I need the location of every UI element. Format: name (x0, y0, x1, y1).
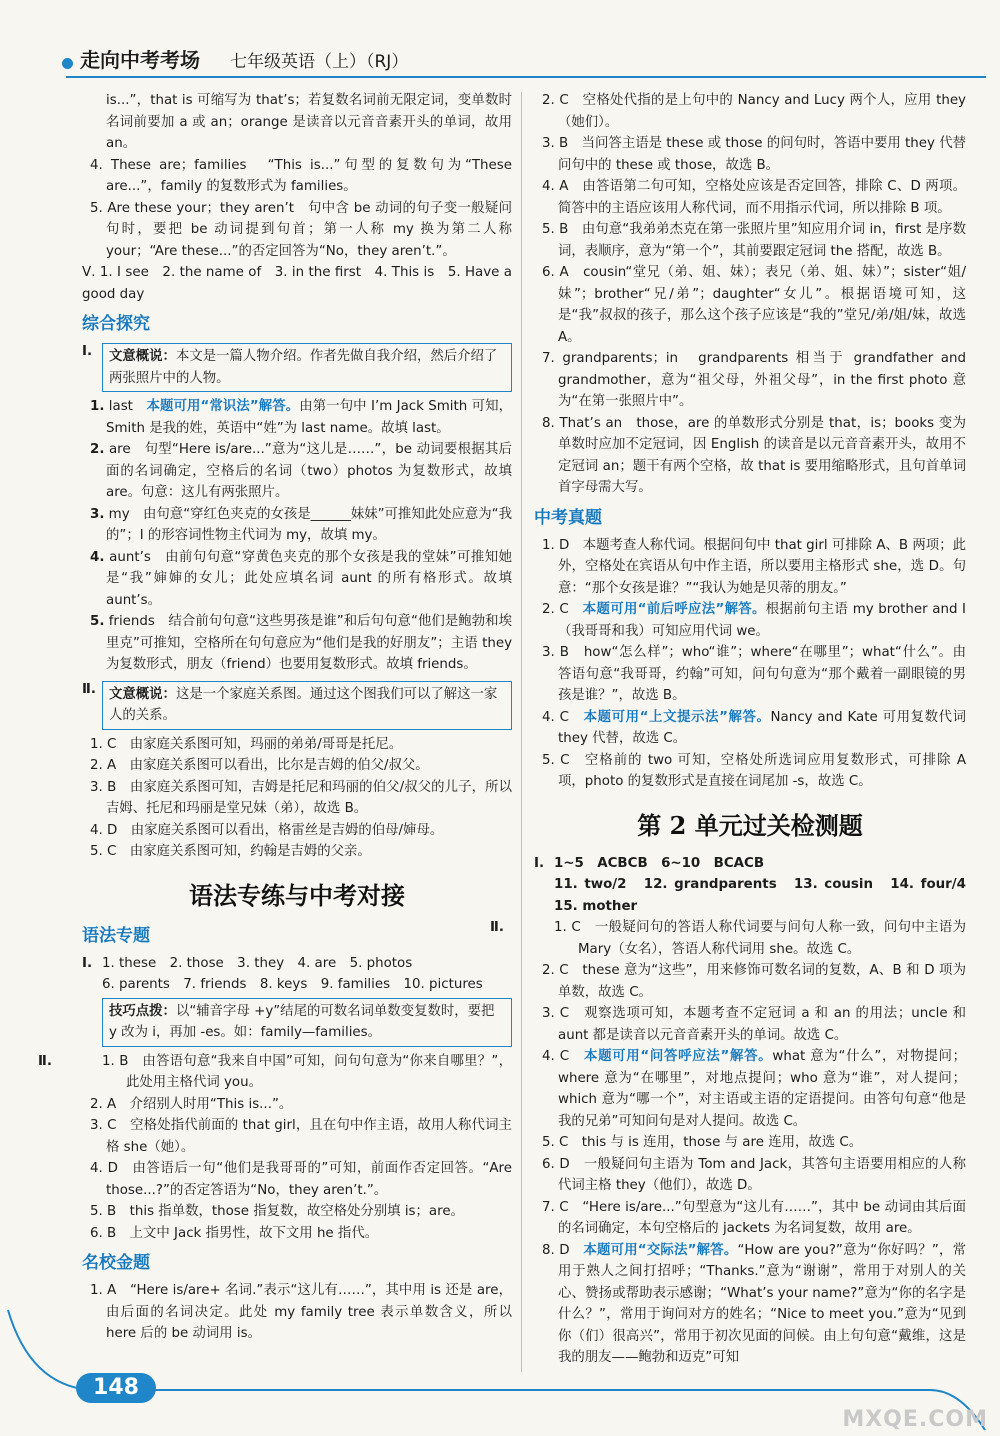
answer-line: 11. two/2 12. grandparents 13. cousin 14. four/4 15. mother (554, 877, 980, 914)
page-number: 148 (76, 1373, 156, 1403)
summary-label: 文意概说： (109, 686, 176, 702)
item-number: 3. (90, 506, 105, 522)
item-explanation: 一般疑问句的答语人称代词要与问句人称一致，问句中主语为 Mary（女名），答语人称代词用 she。故选 C。 (578, 920, 967, 957)
answer-text: 1~5 ACBCB 6~10 BCACB (554, 855, 765, 871)
answer-item (534, 642, 966, 707)
item-explanation: Nancy and Kate 可用复数代词 they 代替，故选 C。 (558, 709, 966, 746)
item-number: 4. C (542, 709, 569, 725)
answer-line (82, 953, 512, 975)
tip-box (102, 998, 512, 1047)
answer-item: 2. A 介绍别人时用“This is...”。 (90, 1096, 293, 1112)
answer-item (82, 396, 512, 439)
item-explanation: 空格前的 two 可知，空格处所选词应用复数形式，可排除 A 项，photo 的复数形式是直接在词尾加 -s，故选 C。 (558, 752, 966, 789)
answer-item: 5. B this 指单数，those 指复数，故空格处分别填 is；are。 (90, 1204, 464, 1219)
item-answer: last (108, 399, 133, 414)
answer-item: 8. That’s an those，are 的单数形式分别是 that，is；books 变为单数时应加不定冠词，因 English 的读音是以元音音素开头，故用不定冠词 an；题干有两个空格，故 that is 要用缩略形式，且句首单词首字母需大写。 (542, 415, 966, 495)
method-tip: 本题可用“常识法”解答。 (146, 399, 300, 414)
summary-text: 这是一个家庭关系图。通过这个图我们可以了解这一家人的关系。 (109, 686, 498, 723)
item-number: 3. C (542, 1006, 570, 1021)
item-explanation: 句型“Here is/are...”意为“这儿是……”，be 动词要根据其后面的名词确定，空格后的名词（two）photos 为复数形式，故填 are。句意：这儿有两张照片。 (106, 442, 513, 500)
roman-numeral: Ⅱ. (38, 1053, 52, 1069)
item-explanation: “How are you?”意为“你好吗？”，常用于熟人之间打招呼；“Thanks.”意为“谢谢”，常用于对别人的关心、赞扬或帮助表示感谢；“What’s your name?”意为“你的名字是什么？”，常用于询问对方的姓名；“Nice to meet you.”意为“见到你（们）很高兴”，常用于初次见面的问候。由上句句意“戴维，这是我的朋友——鲍勃和迈克”可知 (558, 1242, 967, 1365)
answer-item (534, 707, 966, 750)
item-answer: are (108, 442, 131, 457)
answer-item: 3. B 由家庭关系图可知，吉姆是托尼和玛丽的伯父/叔父的儿子，所以吉姆、托尼和玛丽是堂兄妹（弟），故选 B。 (90, 779, 512, 816)
answer-item (534, 535, 966, 600)
item-number: 6. D (542, 1156, 570, 1172)
item-number: 1. C (554, 920, 581, 935)
answer-line: 5. Are these your；they aren’t 句中含 be 动词的句子变一般疑问句时，要把 be 动词提到句首；第一人称 my 换为第二人称 your；“Are these...”的否定回答为“No，they aren’t.”。 (90, 200, 512, 259)
book-subject: 七年级英语（上）（RJ） (230, 52, 409, 72)
answer-item: 3. C 空格处指代前面的 that girl，且在句中作主语，故用人称代词主格 she（她）。 (90, 1118, 512, 1155)
method-tip: 本题可用“上文提示法”解答。 (583, 709, 771, 725)
item-answer: my (108, 506, 130, 522)
answer-text: 1. B 由答语句意“我来自中国”可知，问句句意为“你来自哪里？”，此处用主格代词 you。 (102, 1053, 512, 1090)
item-number: 7. C (542, 1199, 569, 1215)
passage-summary-row (82, 341, 512, 396)
left-column (38, 90, 513, 1345)
answer-line: is...”，that is 可缩写为 that’s；若复数名词前无限定词，变单数时名词前要加 a 或 an；orange 是读音以元音音素开头的单词，故用 an。 (106, 93, 512, 151)
item-explanation: these 意为“这些”，用来修饰可数名词的复数，A、B 和 D 项为单数，故选 C。 (558, 963, 966, 1000)
answer-item: 2. A 由家庭关系图可以看出，比尔是吉姆的伯父/叔父。 (90, 758, 429, 773)
watermark: MXQE.COM (842, 1406, 988, 1432)
item-explanation: what 意为“什么”，对物提问；where 意为“在哪里”，对地点提问；who 意为“谁”，对人提问；which 意为“哪一个”，对主语或主语的定语提问。由答句句意“他是我的兄弟”可知问句是对人提问。故选 C。 (558, 1049, 966, 1129)
answer-item (534, 599, 966, 642)
answer-item (534, 1132, 966, 1154)
method-tip: 本题可用“问答呼应法”解答。 (583, 1049, 773, 1064)
item-explanation: how“怎么样”；who“谁”；where“在哪里”；what“什么”。由答语句意“我哥哥，约翰”可知，问句句意为“那个戴着一副眼镜的男孩是谁？”，故选 B。 (558, 645, 966, 703)
item-explanation: 根据前句主语 my brother and I（我哥哥和我）可知应用代词 we。 (558, 602, 966, 639)
answer-item (534, 1154, 966, 1197)
answer-line: 4. These are；families “This is...”句型的复数句为“These are...”，family 的复数形式为 families。 (90, 157, 512, 194)
answer-item (82, 547, 512, 612)
answer-item: 1. A “Here is/are+ 名词.”表示“这儿有……”，其中用 is 还是 are，由后面的名词决定。此处 my family tree 表示单数含义，所以 here 后的 be 动词用 is。 (90, 1283, 512, 1341)
summary-label: 文意概说： (109, 349, 176, 364)
answer-item (534, 1197, 966, 1240)
column-divider (521, 92, 522, 1372)
summary-box (102, 343, 512, 392)
chapter-title: 第 2 单元过关检测题 (637, 810, 863, 840)
answer-item (82, 611, 512, 676)
answer-item: 4. A 由答语第二句可知，空格处应该是否定回答，排除 C、D 两项。简答中的主语应该用人称代词，而不用指示代词，所以排除 B 项。 (542, 179, 966, 216)
answer-line (38, 1051, 512, 1094)
item-number: 5. C (542, 752, 570, 768)
answer-item (534, 960, 966, 1003)
passage-summary-row (82, 679, 512, 734)
section-title: 中考真题 (534, 507, 602, 528)
section-title: 综合探究 (82, 314, 150, 334)
item-number: 8. D (542, 1242, 570, 1258)
item-number: 1. D (542, 537, 570, 553)
chapter-title: 语法专练与中考对接 (189, 880, 405, 910)
item-answer: aunt’s (109, 549, 151, 565)
roman-numeral: Ⅱ. (82, 681, 96, 697)
item-number: 2. (90, 442, 105, 457)
answer-item: 7. grandparents；in grandparents 相当于 grandfather and grandmother，意为“祖父母，外祖父母”，in the first photo 意为“在第一张照片中”。 (542, 351, 966, 409)
item-answer: friends (108, 614, 155, 629)
answer-item: 4. D 由家庭关系图可以看出，格雷丝是吉姆的伯母/婶母。 (90, 822, 444, 838)
answer-item: 2. C 空格处代指的是上句中的 Nancy and Lucy 两个人，应用 they（她们）。 (542, 93, 966, 130)
item-explanation: “Here is/are...”句型意为“这儿有……”，其中 be 动词由其后面的名词确定，本句空格后的 jackets 为名词复数，故用 are。 (558, 1199, 967, 1236)
item-explanation: 观察选项可知，本题考查不定冠词 a 和 an 的用法；uncle 和 aunt 都是读音以元音音素开头的单词。故选 C。 (558, 1006, 967, 1043)
answer-item (534, 1046, 966, 1132)
answer-item: 5. B 由句意“我弟弟杰克在第一张照片里”知应用介词 in，first 是序数词，表顺序，意为“第一个”，其前要跟定冠词 the 搭配，故选 B。 (542, 222, 966, 259)
answer-item (82, 504, 512, 547)
answer-item: 5. C 由家庭关系图可知，约翰是吉姆的父亲。 (90, 844, 371, 859)
tip-text: 以“辅音字母 +y”结尾的可数名词单数变复数时，要把 y 改为 i，再加 -es。如：family—families。 (109, 1003, 495, 1040)
item-number: 5. C (542, 1135, 569, 1150)
summary-box (102, 681, 512, 730)
bullet-dot-icon (62, 58, 73, 69)
item-number: 1. (90, 399, 105, 414)
item-number: 2. C (542, 963, 569, 978)
answer-item: 1. C 由家庭关系图可知，玛丽的弟弟/哥哥是托尼。 (90, 736, 403, 752)
item-explanation: 由第一句中 I’m Jack Smith 可知，Smith 是我的姓，英语中“姓”为 last name。故填 last。 (106, 399, 512, 436)
item-number: 4. C (542, 1049, 570, 1064)
answer-line: 6. parents 7. friends 8. keys 9. families 10. pictures (102, 977, 483, 992)
item-number: 4. (90, 549, 105, 565)
tip-label: 技巧点拨： (109, 1003, 176, 1019)
answer-item: 3. B 当问答主语是 these 或 those 的问句时，答语中要用 they 代替问句中的 these 或 those，故选 B。 (542, 136, 966, 173)
method-tip: 本题可用“交际法”解答。 (583, 1242, 738, 1258)
answer-item (82, 439, 512, 504)
page-header (58, 50, 988, 82)
item-number: 3. B (542, 645, 569, 660)
book-brand: 走向中考考场 (80, 48, 200, 72)
section-title: 语法专题 (82, 925, 150, 946)
answer-item (490, 917, 967, 960)
answer-item: 4. D 由答语后一句“他们是我哥哥的”可知，前面作否定回答。“Are those...?”的否定答语为“No，they aren’t.”。 (90, 1161, 512, 1198)
roman-numeral: Ⅰ. (82, 344, 93, 359)
header-rule (66, 76, 986, 78)
answer-line (534, 853, 966, 875)
item-explanation: this 与 is 连用，those 与 are 连用，故选 C。 (581, 1135, 863, 1150)
roman-numeral: Ⅰ. (82, 955, 93, 971)
item-number: 5. (90, 614, 105, 629)
right-column (490, 90, 980, 1369)
item-explanation: 一般疑问句主语为 Tom and Jack，其答句主语要用相应的人称代词主格 they（他们），故选 D。 (558, 1156, 966, 1193)
summary-text: 本文是一篇人物介绍。作者先做自我介绍，然后介绍了两张照片中的人物。 (109, 349, 498, 386)
item-number: 2. C (542, 602, 569, 617)
section-title: 名校金题 (82, 1253, 150, 1273)
item-explanation: 结合前句句意“这些男孩是谁”和后句句意“他们是鲍勃和埃里克”可推知，空格所在句句意应为“他们是我的好朋友”；主语 they 为复数形式，朋友（friend）也要用复数形式。故填 friends。 (106, 614, 513, 672)
answer-line: Ⅴ. 1. I see 2. the name of 3. in the first 4. This is 5. Have a good day (82, 265, 512, 302)
answer-item (534, 750, 966, 793)
item-explanation: 由前句句意“穿黄色夹克的那个女孩是我的堂妹”可推知她是“我”婶婶的女儿；此处应填名词 aunt 的所有格形式。故填 aunt’s。 (106, 549, 513, 608)
item-explanation: 由句意“穿红色夹克的女孩是______妹妹”可推知此处应意为“我的”；I 的形容词性物主代词为 my，故填 my。 (106, 506, 512, 543)
roman-numeral: Ⅱ. (490, 920, 504, 935)
answer-item (534, 1003, 966, 1046)
item-explanation: 本题考查人称代词。根据问句中 that girl 可排除 A、B 两项；此外，空格处在宾语从句中作主语，所以要用主格形式 she，选 D。句意：“那个女孩是谁？”“我认为她是贝蒂的朋友。” (558, 537, 966, 596)
answer-text: 1. these 2. those 3. they 4. are 5. photos (102, 955, 413, 971)
answer-item: 6. A cousin“堂兄（弟、姐、妹）；表兄（弟、姐、妹）”；sister“姐/妹”；brother“兄/弟”；daughter“女儿”。根据语境可知，这是“我”叔叔的孩子，那么这个孩子应该是“我的”堂兄/弟/姐/妹，故选 A。 (542, 265, 966, 345)
answer-item: 6. B 上文中 Jack 指男性，故下文用 he 指代。 (90, 1225, 379, 1241)
method-tip: 本题可用“前后呼应法”解答。 (582, 602, 766, 617)
roman-numeral: Ⅰ. (534, 855, 545, 871)
